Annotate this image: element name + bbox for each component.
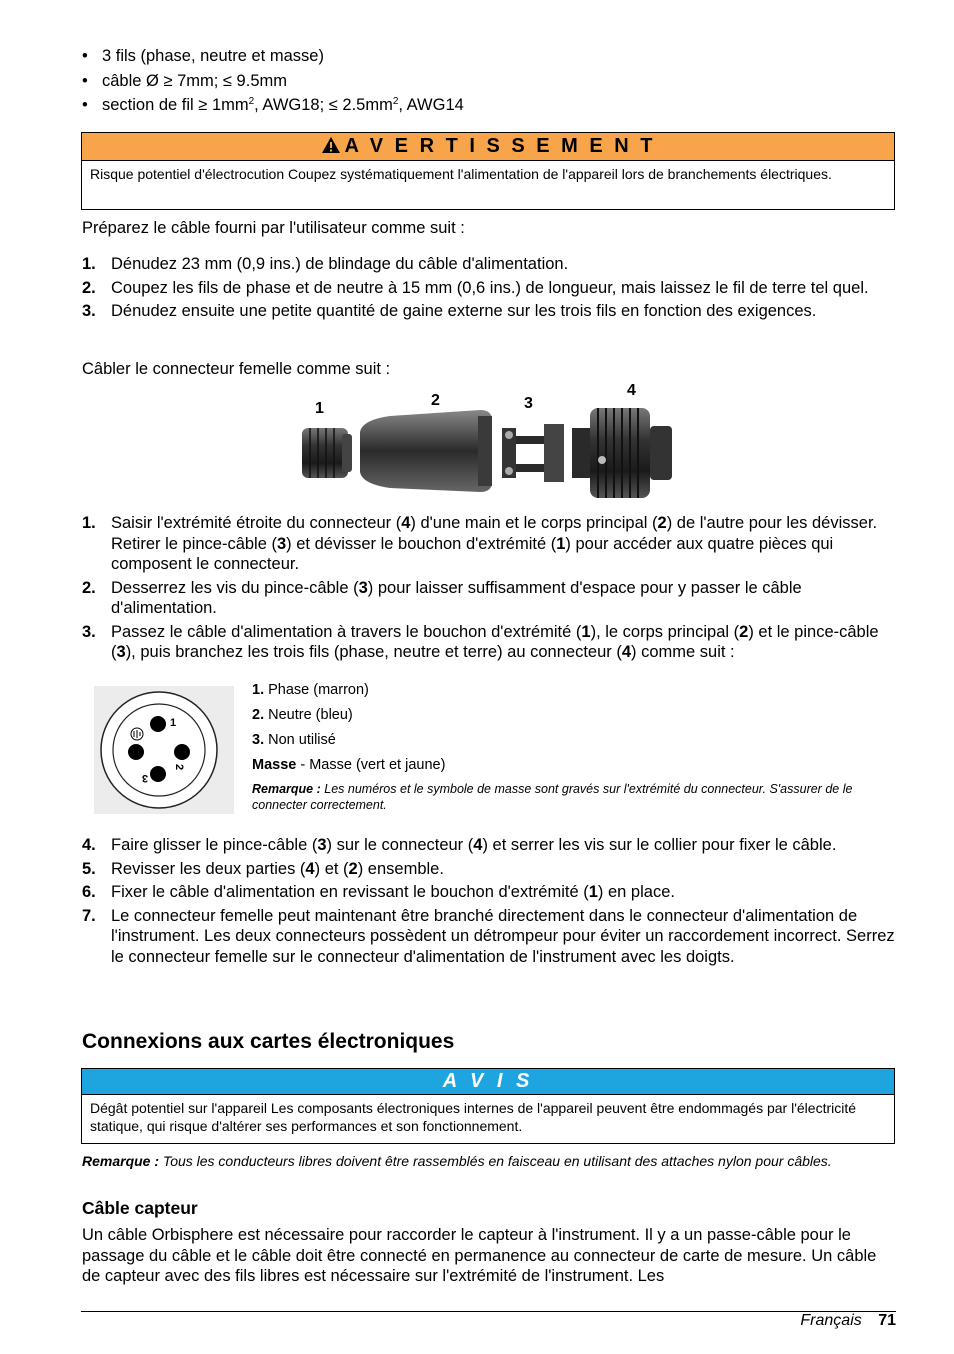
pin-2 xyxy=(174,744,190,760)
subsection-title: Câble capteur xyxy=(82,1198,198,1218)
spec-bullet-list xyxy=(82,46,464,120)
bullet-item: • section de fil ≥ $1mm^2$, AWG18; ≤ $2.5mm^2$, AWG14 xyxy=(82,95,464,120)
warning-icon xyxy=(321,136,341,154)
page-number: 71 xyxy=(878,1312,896,1329)
prep-intro: Préparez le câble fourni par l'utilisateur comme suit : xyxy=(82,219,465,237)
pin-1 xyxy=(150,716,166,732)
cable-clamp-part xyxy=(502,424,564,482)
warning-box xyxy=(81,132,895,210)
list-item: 5. Revisser les deux parties (4) et (2) ensemble. xyxy=(82,859,444,878)
warning-header xyxy=(82,133,894,161)
main-body-part xyxy=(360,410,492,492)
list-item: 3. Dénudez ensuite une petite quantité de gaine externe sur les trois fils en fonction des exigences. xyxy=(82,302,817,320)
part-label-2: 2 xyxy=(431,392,440,409)
warning-text: Risque potentiel d'électrocution Coupez systématiquement l'alimentation de l'appareil lors de branchements électriques. xyxy=(90,166,832,182)
list-item: 6. Fixer le câble d'alimentation en revissant le bouchon d'extrémité (1) en place. xyxy=(82,883,675,901)
list-item: 7. Le connecteur femelle peut maintenant être branché directement dans le connecteur d'alimentation de l'instrument. Les deux connecteurs possèdent un détrompeur pour éviter un raccordement incorrect. Serrez le connecteur femelle sur le connecteur d'alimentation de l'instrument avec les doigts. xyxy=(82,906,895,966)
list-item: 4. Faire glisser le pince-câble (3) sur le connecteur (4) et serrer les vis sur le collier pour fixer le câble. xyxy=(82,836,837,854)
pin-ground xyxy=(128,744,144,760)
legend-item: Masse - Masse (vert et jaune) xyxy=(252,757,446,773)
footer-divider xyxy=(81,1311,896,1312)
pin-note: Remarque : Les numéros et le symbole de masse sont gravés sur l'extrémité du connecteur. S'assurer de le connecter correctement. xyxy=(252,782,853,812)
sensor-paragraph: Un câble Orbisphere est nécessaire pour raccorder le capteur à l'instrument. Il y a un passe-câble pour le passage du câble et le câble doit être connecté en permanence au connecteur de carte de mesure. Un câble de capteur avec des fils libres est nécessaire sur l'extrémité de l'instrument. Les xyxy=(82,1226,877,1285)
wiring-steps-b xyxy=(82,835,896,967)
bullet-item: • câble Ø ≥ 7mm; ≤ 9.5mm xyxy=(82,71,464,96)
legend-item: 2. Neutre (bleu) xyxy=(252,707,353,723)
part-label-4: 4 xyxy=(627,382,636,399)
pin-3 xyxy=(150,766,166,782)
pin-diagram-figure xyxy=(94,686,234,814)
cable-note: Remarque : Tous les conducteurs libres doivent être rassemblés en faisceau en utilisant des attaches nylon pour câbles. xyxy=(82,1153,832,1169)
bullet-item: • 3 fils (phase, neutre et masse) xyxy=(82,46,464,71)
list-item: 2. Desserrez les vis du pince-câble (3) pour laisser suffisamment d'espace pour y passer le câble d'alimentation. xyxy=(82,578,802,617)
part-label-3: 3 xyxy=(524,395,533,412)
wiring-steps-a xyxy=(82,513,896,663)
pin-diagram xyxy=(94,686,234,814)
warning-title: A V E R T I S S E M E N T xyxy=(344,135,656,157)
connector-part xyxy=(572,408,672,498)
section-title: Connexions aux cartes électroniques xyxy=(82,1030,455,1053)
connector-parts-figure xyxy=(290,380,690,498)
wire-intro: Câbler le connecteur femelle comme suit : xyxy=(82,360,391,378)
pin-label-1: 1 xyxy=(170,717,177,729)
prep-steps xyxy=(82,254,896,322)
part-label-1: 1 xyxy=(315,400,324,417)
pin-label-2: 2 xyxy=(173,763,186,771)
legend-item: 3. Non utilisé xyxy=(252,732,336,748)
list-item: 2. Coupez les fils de phase et de neutre à 15 mm (0,6 ins.) de longueur, mais laissez le fil de terre tel quel. xyxy=(82,278,869,297)
footer-language: Français xyxy=(800,1312,862,1329)
pin-label-3: 3 xyxy=(142,772,149,784)
notice-box xyxy=(81,1068,895,1144)
page-footer xyxy=(800,1312,896,1330)
notice-text: Dégât potentiel sur l'appareil Les composants électroniques internes de l'appareil peuvent être endommagés par l'électricité statique, qui risque d'altérer ses performances et son fonctionnement. xyxy=(90,1100,857,1134)
end-cap-part xyxy=(302,428,352,478)
list-item: 3. Passez le câble d'alimentation à travers le bouchon d'extrémité (1), le corps principal (2) et le pince-câble (3), puis branchez les trois fils (phase, neutre et terre) au connecteur (4) comme suit : xyxy=(82,622,879,661)
list-item: 1. Dénudez 23 mm (0,9 ins.) de blindage du câble d'alimentation. xyxy=(82,255,569,273)
legend-item: 1. Phase (marron) xyxy=(252,682,369,698)
pin-legend xyxy=(252,682,892,813)
ground-symbol-icon xyxy=(131,728,143,740)
notice-header: A V I S xyxy=(82,1069,894,1095)
list-item: 1. Saisir l'extrémité étroite du connecteur (4) d'une main et le corps principal (2) de l'autre pour les dévisser. Retirer le pince-câble (3) et dévisser le bouchon d'extrémité (1) pour accéder aux quatre pièces qui composent le connecteur. xyxy=(82,514,878,573)
